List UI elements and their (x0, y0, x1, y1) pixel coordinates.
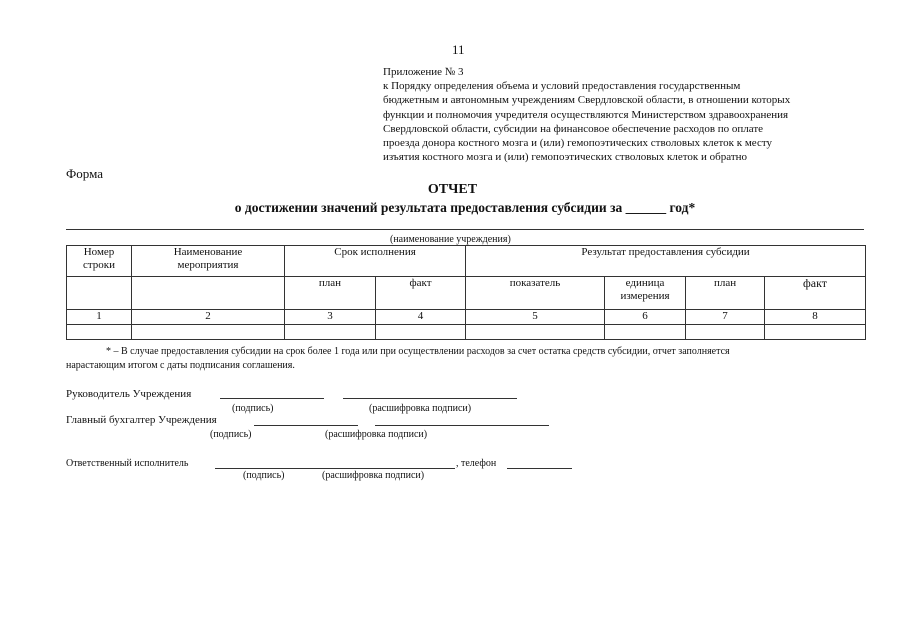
footnote-line: * – В случае предоставления субсидии на срок более 1 года или при осуществлении расходов за счет остатка средств субсидии, отчет заполняется (106, 346, 730, 357)
footnote (66, 345, 865, 373)
subheader-unit: единица измерения (605, 277, 686, 310)
subheader-indicator: показатель (466, 277, 605, 310)
data-cell[interactable] (376, 325, 466, 340)
empty-cell (132, 277, 285, 310)
decode-caption: (расшифровка подписи) (369, 403, 472, 414)
column-number: 1 (67, 310, 132, 325)
subheader-plan: план (686, 277, 765, 310)
accountant-decode-line[interactable] (375, 425, 549, 426)
column-number: 6 (605, 310, 686, 325)
appendix-line: изъятия костного мозга и (или) гемопоэтических стволовых клеток и обратно (383, 151, 748, 164)
decode-caption: (расшифровка подписи) (325, 429, 428, 440)
column-number: 4 (376, 310, 466, 325)
organization-caption: (наименование учреждения) (390, 234, 511, 245)
head-label: Руководитель Учреждения (66, 388, 192, 400)
data-cell[interactable] (285, 325, 376, 340)
appendix-line: бюджетным и автономным учреждениям Свердловской области, в отношении которых (383, 94, 791, 107)
executor-signature-line[interactable] (215, 468, 455, 469)
accountant-label: Главный бухгалтер Учреждения (66, 414, 217, 426)
phone-label: , телефон (456, 458, 497, 469)
organization-name-line[interactable] (66, 229, 864, 230)
page-number: 11 (452, 42, 465, 57)
footnote-line: нарастающим итогом с даты подписания соглашения. (66, 360, 295, 371)
data-cell[interactable] (605, 325, 686, 340)
appendix-line: к Порядку определения объема и условий предоставления государственным (383, 80, 741, 93)
form-label: Форма (66, 166, 103, 181)
empty-cell (67, 277, 132, 310)
appendix-title: Приложение № 3 (383, 66, 464, 78)
data-cell[interactable] (765, 325, 866, 340)
subheader-fact: факт (376, 277, 466, 310)
header-row-number: Номер строки (67, 246, 132, 277)
appendix-line: Свердловской области, субсидии на финансовое обеспечение расходов по оплате (383, 122, 764, 135)
appendix-line: проезда донора костного мозга и (или) гемопоэтических стволовых клеток к месту (383, 137, 772, 150)
header-result: Результат предоставления субсидии (466, 246, 866, 277)
column-number: 7 (686, 310, 765, 325)
head-signature-line[interactable] (220, 398, 324, 399)
accountant-signature-line[interactable] (254, 425, 358, 426)
header-activity: Наименование мероприятия (132, 246, 285, 277)
subheader-plan: план (285, 277, 376, 310)
data-cell[interactable] (132, 325, 285, 340)
column-number: 2 (132, 310, 285, 325)
data-cell[interactable] (466, 325, 605, 340)
report-subtitle: о достижении значений результата предоставления субсидии за ______ год* (234, 200, 696, 215)
data-cell[interactable] (686, 325, 765, 340)
signature-caption: (подпись) (210, 429, 252, 440)
report-table (66, 245, 866, 340)
subheader-fact: факт (765, 277, 866, 310)
column-number: 5 (466, 310, 605, 325)
data-cell[interactable] (67, 325, 132, 340)
executor-label: Ответственный исполнитель (66, 458, 189, 469)
signature-caption: (подпись) (243, 470, 285, 481)
head-decode-line[interactable] (343, 398, 517, 399)
appendix-header (383, 65, 883, 164)
column-number: 8 (765, 310, 866, 325)
appendix-line: функции и полномочия учредителя осуществляются Министерством здравоохранения (383, 108, 789, 121)
decode-caption: (расшифровка подписи) (322, 470, 425, 481)
report-title: ОТЧЕТ (427, 182, 478, 197)
phone-line[interactable] (507, 468, 572, 469)
signature-caption: (подпись) (232, 403, 274, 414)
column-number: 3 (285, 310, 376, 325)
header-term: Срок исполнения (285, 246, 466, 277)
